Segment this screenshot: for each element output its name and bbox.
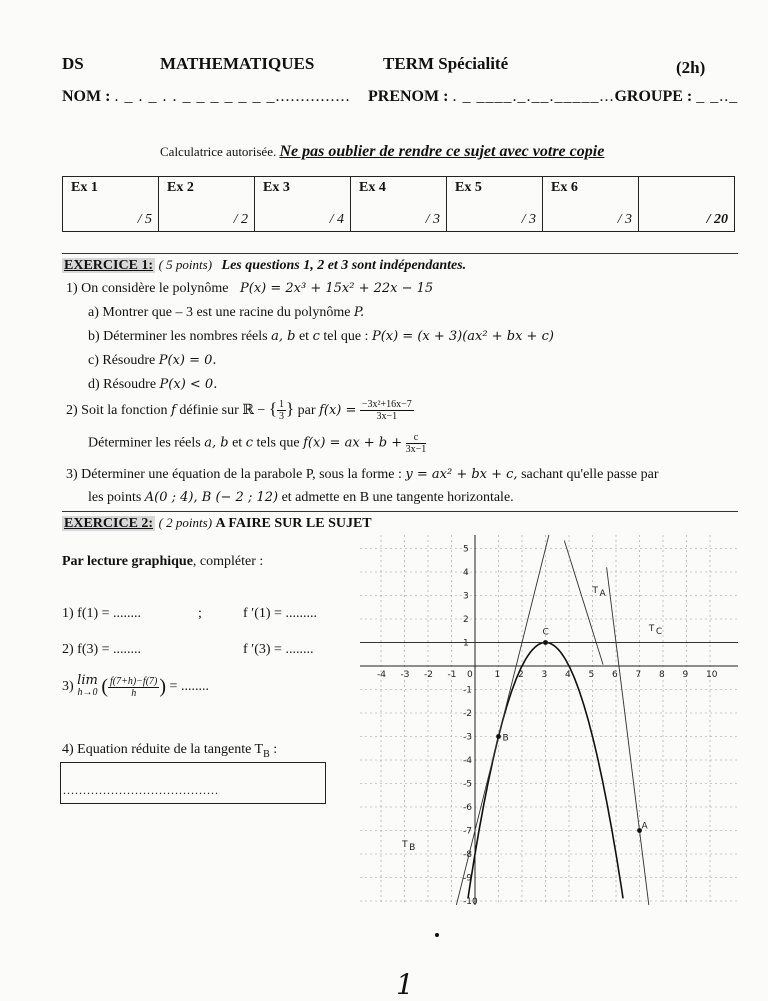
- ex1-q3-points: A(0 ; 4), B (− 2 ; 12): [144, 490, 279, 505]
- grade-cell[interactable]: [351, 177, 447, 232]
- y-tick-label: -8: [463, 850, 472, 860]
- ink-dot: [435, 933, 439, 937]
- label-tc: T: [648, 623, 655, 634]
- point-c: [543, 640, 548, 645]
- ex2-points: ( 2 points): [158, 515, 213, 530]
- frac-num: c: [406, 432, 427, 444]
- grade-cell[interactable]: [63, 177, 159, 232]
- tangent-ta: [607, 567, 656, 905]
- y-tick-label: -2: [463, 709, 472, 719]
- ex1-q1b-text: b) Déterminer les nombres réels: [88, 329, 268, 344]
- x-tick-label: 10: [706, 670, 718, 680]
- nom-line: [62, 88, 350, 106]
- ds-label: DS: [62, 54, 84, 73]
- ex1-q2b: [88, 432, 426, 455]
- ex1-q1-text: 1) On considère le polynôme: [66, 281, 229, 296]
- grade-ex-name: Ex 6: [551, 180, 578, 195]
- frac-den: h: [131, 687, 137, 699]
- ex1-q1c-expr: P(x) = 0.: [158, 353, 217, 368]
- ex2-q4-colon: :: [269, 742, 278, 757]
- frac-den: 3: [279, 411, 284, 423]
- divider: [62, 511, 738, 512]
- y-tick-label: -1: [463, 685, 472, 696]
- prenom-line: [368, 88, 738, 106]
- y-tick-label: -4: [463, 756, 472, 766]
- ex1-q1a-expr: P.: [353, 305, 365, 320]
- y-tick-label: 5: [463, 544, 469, 555]
- tangent-tb: [426, 535, 569, 905]
- instructions: [160, 143, 604, 161]
- ex1-q2-text: 2) Soit la fonction: [66, 403, 168, 418]
- ex2-intro: [62, 554, 263, 570]
- ex1-q2-set-frac: [277, 399, 286, 422]
- nom-label: NOM :: [62, 88, 115, 105]
- y-tick-label: 4: [463, 568, 469, 578]
- ex1-subtitle: Les questions 1, 2 et 3 sont indépendantes.: [221, 258, 467, 273]
- ex2-q4: [62, 742, 277, 760]
- label-tc-sub: C: [655, 626, 663, 637]
- x-tick-label: 6: [612, 670, 618, 680]
- ex1-q2-f: f: [171, 403, 176, 418]
- nom-field[interactable]: . _ . _ . . _ _ _ _ _ _ _...............: [114, 88, 351, 105]
- x-tick-label: -4: [377, 670, 386, 680]
- ex1-q1a: [88, 305, 364, 321]
- tangent-answer-box[interactable]: [60, 762, 326, 804]
- grade-total-points: / 20: [706, 212, 728, 227]
- y-tick-label: -5: [463, 779, 472, 790]
- limit-symbol: [77, 675, 98, 699]
- label-ta-sub: A: [599, 589, 606, 600]
- warning-note: Ne pas oublier de rendre ce sujet avec votre copie: [279, 143, 605, 160]
- ex2-q2-right[interactable]: f ′(3) = ........: [243, 642, 314, 657]
- ex1-q2b-c: c: [245, 435, 253, 451]
- prenom-field[interactable]: . _ ____._.__._____...: [452, 88, 615, 105]
- ex1-points: ( 5 points): [158, 257, 213, 272]
- grade-cell[interactable]: [255, 177, 351, 232]
- x-tick-label: 8: [659, 670, 665, 680]
- ex1-q1b-expr: P(x) = (x + 3)(ax² + bx + c): [371, 329, 554, 344]
- y-tick-label: 3: [463, 591, 469, 602]
- ex1-title: EXERCICE 1:: [64, 258, 154, 273]
- grade-points: / 5: [137, 212, 152, 227]
- ex1-q1b-mid: et: [298, 329, 310, 344]
- ex1-q2b-mid: et: [232, 435, 243, 451]
- ex1-q2b-text: Déterminer les réels: [88, 435, 201, 451]
- ex1-q1c-text: c) Résoudre: [88, 353, 156, 368]
- ex1-q1d: [88, 377, 217, 393]
- ex1-q3-tail: sachant qu'elle passe par: [521, 467, 659, 482]
- tangent-ta-upper: [564, 541, 603, 665]
- ex1-q3: [66, 467, 659, 483]
- grade-cell-total[interactable]: [639, 177, 735, 232]
- point-b: [496, 734, 501, 739]
- lim-under: h→0: [77, 687, 98, 698]
- level-title: TERM Spécialité: [383, 54, 509, 73]
- x-tick-label: 1: [494, 670, 501, 680]
- grade-ex-name: Ex 5: [455, 180, 482, 195]
- frac-num: f(7+h)−f(7): [110, 675, 158, 687]
- ex2-header: [62, 515, 372, 532]
- ex1-q1b-vars: a, b: [271, 329, 296, 344]
- ex1-q1d-expr: P(x) < 0.: [159, 377, 218, 392]
- x-tick-label: -2: [424, 670, 433, 680]
- y-tick-label: -3: [463, 732, 472, 743]
- divider: [62, 253, 738, 254]
- ex1-q2: 2) Soit la fonction f définie sur ℝ − { $\frac{1}{3}$ } par f(x) = $\frac{\text{−3x²+16x−7}}{3x-1}$: [66, 399, 412, 423]
- grade-points: / 2: [233, 212, 248, 227]
- ex2-q1-right[interactable]: f ′(1) = .........: [243, 606, 317, 621]
- ex1-header: [62, 257, 466, 274]
- grade-points: / 3: [521, 212, 536, 227]
- ex1-q1: [66, 281, 433, 297]
- ex2-q4-text: 4) Equation réduite de la tangente T: [62, 742, 264, 757]
- function-graph: [360, 535, 738, 905]
- ex1-q3-expr: y = ax² + bx + c,: [405, 467, 518, 482]
- ex1-q1b: [88, 329, 554, 345]
- grade-cell[interactable]: [447, 177, 543, 232]
- ex1-q1a-text: a) Montrer que – 3 est une racine du polynôme: [88, 305, 351, 320]
- ex1-q2b-tail: tels que: [256, 435, 300, 451]
- label-tb-sub: B: [409, 842, 416, 853]
- groupe-field[interactable]: _ _.._: [696, 88, 739, 105]
- ex2-intro-rest: , compléter :: [192, 554, 264, 569]
- label-b: B: [502, 733, 509, 744]
- ex1-q1b-c: c: [312, 329, 320, 344]
- label-c: C: [542, 627, 549, 638]
- ex1-q1c: [88, 353, 217, 369]
- label-tb: T: [402, 839, 408, 850]
- ex2-q1-left[interactable]: 1) f(1) = ........: [62, 606, 142, 621]
- y-tick-label: 2: [463, 615, 469, 625]
- ex1-q1d-text: d) Résoudre: [88, 377, 157, 392]
- ex2-q3-answer[interactable]: = ........: [169, 679, 209, 694]
- ex1-q2b-expr: f(x) = ax + b +: [303, 435, 403, 451]
- ex2-q4-sub: B: [263, 748, 270, 760]
- ex1-q1b-tail: tel que :: [323, 329, 369, 344]
- ex1-q2-domain: définie sur ℝ −: [179, 403, 266, 418]
- ex2-title: EXERCICE 2:: [64, 516, 154, 531]
- frac-num: −3x²+16x−7: [361, 399, 412, 411]
- y-tick-label: -6: [463, 803, 472, 813]
- grade-ex-name: Ex 1: [71, 180, 98, 195]
- subject-title: MATHEMATIQUES: [160, 54, 315, 73]
- ex2-subtitle: A FAIRE SUR LE SUJET: [215, 516, 372, 531]
- x-tick-label: 4: [565, 670, 571, 680]
- grade-cell[interactable]: [543, 177, 639, 232]
- x-tick-label: -1: [447, 670, 457, 680]
- ex2-q3-prefix: 3): [62, 679, 74, 695]
- groupe-label: GROUPE :: [614, 88, 697, 105]
- label-ta: T: [592, 586, 598, 597]
- ex1-q3-line2-text: les points: [88, 490, 142, 505]
- y-tick-label: 1: [463, 638, 469, 649]
- y-tick-label: -9: [463, 873, 472, 884]
- x-tick-label: 3: [541, 670, 548, 680]
- grade-points: / 3: [617, 212, 632, 227]
- grade-cell[interactable]: [159, 177, 255, 232]
- ex1-q2-frac: [360, 399, 414, 422]
- ex2-q3-frac: [108, 676, 159, 699]
- ex1-q2-par: par: [297, 403, 316, 418]
- ex2-q1-sep: ;: [198, 606, 202, 621]
- x-tick-label: 7: [635, 670, 642, 680]
- prenom-label: PRENOM :: [368, 88, 453, 105]
- duration: (2h): [676, 58, 706, 77]
- frac-den: 3x−1: [405, 444, 427, 455]
- x-tick-label: 5: [588, 670, 595, 680]
- page-number: 1: [396, 968, 414, 1001]
- grade-points: / 3: [425, 212, 440, 227]
- ex1-q3-text: 3) Déterminer une équation de la parabole P, sous la forme :: [66, 467, 402, 482]
- calc-note: Calculatrice autorisée.: [160, 144, 277, 159]
- y-tick-label: -7: [463, 826, 472, 837]
- y-tick-label: -10: [463, 897, 478, 905]
- ex1-q2-fx: f(x) =: [319, 403, 357, 418]
- ex1-q1-poly: P(x) = 2x³ + 15x² + 22x − 15: [240, 281, 434, 296]
- ex1-q2b-frac: [406, 432, 427, 455]
- grade-table: [62, 176, 735, 232]
- ex1-q2b-vars: a, b: [204, 435, 229, 451]
- x-tick-label: 0: [467, 670, 473, 680]
- frac-den: 3x−1: [376, 411, 398, 423]
- ex2-q2-left[interactable]: 2) f(3) = ........: [62, 642, 142, 657]
- ex1-q3-line2: [88, 490, 514, 506]
- ex1-q3-tail2: et admette en B une tangente horizontale.: [281, 490, 514, 505]
- x-tick-label: -3: [400, 670, 410, 680]
- ex2-intro-bold: Par lecture graphique: [62, 554, 193, 569]
- grade-ex-name: Ex 4: [359, 180, 386, 195]
- ex2-q3: 3) lim h→0 ( $\frac{f(7+h)-f(7)}{h}$ ) = ........: [62, 673, 209, 699]
- grade-points: / 4: [329, 212, 344, 227]
- x-tick-label: 2: [518, 670, 524, 680]
- lim-text: lim: [77, 673, 98, 688]
- grade-ex-name: Ex 3: [263, 180, 290, 195]
- label-a: A: [641, 821, 648, 832]
- tangent-answer-dots: .......................................: [63, 783, 219, 797]
- frac-num: 1: [279, 399, 284, 411]
- x-tick-label: 9: [682, 670, 689, 680]
- grade-ex-name: Ex 2: [167, 180, 194, 195]
